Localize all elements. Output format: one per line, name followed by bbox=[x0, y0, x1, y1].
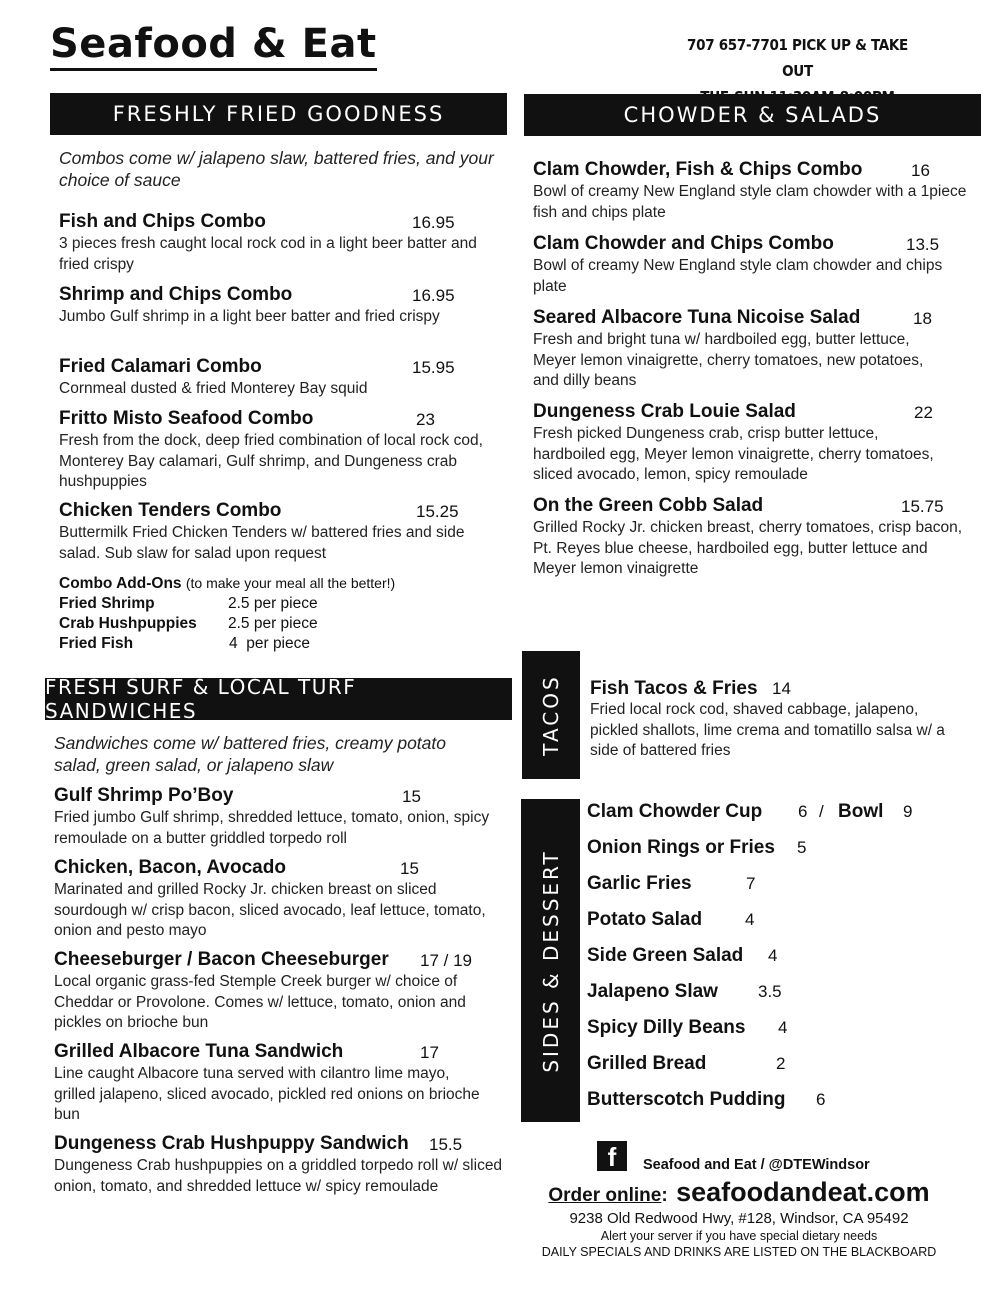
item-desc: Buttermilk Fried Chicken Tenders w/ battered fries and side salad. Sub slaw for salad upon request bbox=[59, 524, 465, 562]
order-colon: : bbox=[661, 1185, 668, 1206]
side-item bbox=[587, 872, 987, 896]
side-price: 4 bbox=[745, 910, 755, 929]
item-desc: Jumbo Gulf shrimp in a light beer batter and fried crispy bbox=[59, 308, 440, 325]
addon-row bbox=[59, 614, 499, 634]
addons-title: Combo Add-Ons bbox=[59, 575, 182, 592]
order-online bbox=[528, 1177, 950, 1208]
item-price: 16.95 bbox=[412, 286, 455, 305]
item-price: 15.75 bbox=[901, 497, 944, 516]
section-heading-tacos bbox=[522, 651, 580, 779]
side-item-chowder bbox=[587, 800, 987, 824]
item-name: Chicken, Bacon, Avocado bbox=[54, 857, 286, 878]
item-price: 15.5 bbox=[429, 1135, 463, 1154]
item-name: Cheeseburger / Bacon Cheeseburger bbox=[54, 949, 389, 970]
item-name: Gulf Shrimp Po’Boy bbox=[54, 785, 234, 806]
social-handle: Seafood and Eat / @DTEWindsor bbox=[643, 1157, 870, 1173]
menu-item bbox=[590, 677, 990, 762]
addons-note: (to make your meal all the better!) bbox=[185, 575, 396, 591]
facebook-icon[interactable]: f bbox=[597, 1141, 627, 1171]
item-desc: Dungeness Crab hushpuppies on a griddled torpedo roll w/ sliced onion, tomato, and shredded lettuce w/ spicy remoulade bbox=[54, 1157, 503, 1195]
side-item bbox=[587, 836, 987, 860]
addon-name: Fried Fish bbox=[59, 635, 134, 652]
item-desc: 3 pieces fresh caught local rock cod in a light beer batter and fried crispy bbox=[59, 235, 477, 273]
item-name: Fish Tacos & Fries bbox=[590, 678, 758, 699]
dietary-alert: Alert your server if you have special dietary needs bbox=[600, 1229, 878, 1243]
item-price: 17 bbox=[420, 1043, 439, 1062]
side-price: 4 bbox=[778, 1018, 788, 1037]
side-name: Onion Rings or Fries bbox=[587, 837, 775, 858]
side-price: 2 bbox=[776, 1054, 786, 1073]
item-name: Fried Calamari Combo bbox=[59, 356, 262, 377]
tacos-heading-text: TACOS bbox=[539, 674, 563, 756]
item-name: Chicken Tenders Combo bbox=[59, 500, 282, 521]
item-price: 15 bbox=[400, 859, 419, 878]
combo-addons bbox=[59, 573, 499, 654]
addon-price: 2.5 per piece bbox=[228, 615, 318, 632]
price-separator: / bbox=[819, 802, 824, 821]
addon-row bbox=[59, 634, 499, 654]
side-price: 3.5 bbox=[758, 982, 782, 1001]
item-name: Fish and Chips Combo bbox=[59, 211, 266, 232]
section-heading-fried: FRESHLY FRIED GOODNESS bbox=[50, 93, 507, 135]
item-desc: Fried local rock cod, shaved cabbage, jalapeno, pickled shallots, lime crema and tomatillo salsa w/ a side of battered fries bbox=[590, 701, 945, 759]
item-name: Shrimp and Chips Combo bbox=[59, 284, 293, 305]
section-heading-sides bbox=[521, 799, 580, 1122]
side-name: Butterscotch Pudding bbox=[587, 1089, 786, 1110]
side-price: 7 bbox=[746, 874, 756, 893]
side-price: 6 bbox=[798, 802, 808, 821]
item-price: 18 bbox=[913, 309, 932, 328]
addon-row bbox=[59, 594, 499, 614]
side-name: Garlic Fries bbox=[587, 873, 692, 894]
item-name: Grilled Albacore Tuna Sandwich bbox=[54, 1041, 344, 1062]
item-desc: Bowl of creamy New England style clam chowder with a 1piece fish and chips plate bbox=[533, 183, 967, 221]
side-price: 6 bbox=[816, 1090, 826, 1109]
phone-line: 707 657-7701 PICK UP & TAKE OUT bbox=[687, 36, 908, 80]
item-price: 15.95 bbox=[412, 358, 455, 377]
item-desc: Fresh from the dock, deep fried combination of local rock cod, Monterey Bay calamari, Gulf shrimp, and Dungeness crab hushpuppies bbox=[59, 432, 483, 490]
side-item bbox=[587, 1052, 987, 1076]
side-name: Bowl bbox=[838, 801, 884, 822]
item-price: 14 bbox=[771, 679, 791, 698]
item-name: Clam Chowder, Fish & Chips Combo bbox=[533, 159, 863, 180]
item-desc: Line caught Albacore tuna served with cilantro lime mayo, grilled jalapeno, sliced avocado, pickled red onions on brioche bun bbox=[54, 1065, 480, 1123]
item-price: 16 bbox=[911, 161, 930, 180]
item-desc: Grilled Rocky Jr. chicken breast, cherry tomatoes, crisp bacon, Pt. Reyes blue cheese, hardboiled egg, butter lettuce and Meyer lemon vinaigrette bbox=[533, 519, 962, 577]
item-name: On the Green Cobb Salad bbox=[533, 495, 764, 516]
item-price: 16.95 bbox=[412, 213, 455, 232]
item-desc: Fresh and bright tuna w/ hardboiled egg, butter lettuce, Meyer lemon vinaigrette, cherry tomatoes, new potatoes, and dilly beans bbox=[533, 331, 924, 389]
fried-intro: Combos come w/ jalapeno slaw, battered fries, and your choice of sauce bbox=[59, 148, 494, 190]
sandwiches-intro: Sandwiches come w/ battered fries, creamy potato salad, green salad, or jalapeno slaw bbox=[54, 733, 446, 775]
item-price: 15 bbox=[402, 787, 421, 806]
side-price: 9 bbox=[903, 802, 913, 821]
side-name: Clam Chowder Cup bbox=[587, 801, 763, 822]
side-item bbox=[587, 1016, 987, 1040]
side-item bbox=[587, 908, 987, 932]
side-item bbox=[587, 980, 987, 1004]
restaurant-logo: Seafood & Eat bbox=[50, 22, 377, 71]
side-item bbox=[587, 944, 987, 968]
side-name: Grilled Bread bbox=[587, 1053, 707, 1074]
side-name: Spicy Dilly Beans bbox=[587, 1017, 746, 1038]
item-name: Clam Chowder and Chips Combo bbox=[533, 233, 834, 254]
addon-name: Fried Shrimp bbox=[59, 595, 155, 612]
side-item bbox=[587, 1088, 987, 1112]
section-heading-chowder: CHOWDER & SALADS bbox=[524, 94, 981, 136]
item-name: Fritto Misto Seafood Combo bbox=[59, 408, 314, 429]
item-name: Dungeness Crab Hushpuppy Sandwich bbox=[54, 1133, 409, 1154]
section-heading-sandwiches: FRESH SURF & LOCAL TURF SANDWICHES bbox=[45, 678, 512, 720]
item-desc: Bowl of creamy New England style clam chowder and chips plate bbox=[533, 257, 943, 295]
specials-note: DAILY SPECIALS AND DRINKS ARE LISTED ON THE BLACKBOARD bbox=[541, 1245, 937, 1259]
item-price: 23 bbox=[416, 410, 435, 429]
item-desc: Fresh picked Dungeness crab, crisp butter lettuce, hardboiled egg, Meyer lemon vinaigrette, cherry tomatoes, sliced avocado, lemon, spicy remoulade bbox=[533, 425, 934, 483]
item-desc: Fried jumbo Gulf shrimp, shredded lettuce, tomato, onion, spicy remoulade on a butter griddled torpedo roll bbox=[54, 809, 490, 847]
side-name: Potato Salad bbox=[587, 909, 703, 930]
addon-name: Crab Hushpuppies bbox=[59, 615, 197, 632]
side-price: 5 bbox=[797, 838, 807, 857]
item-price: 17 / 19 bbox=[420, 951, 472, 970]
order-label: Order online bbox=[548, 1185, 662, 1206]
addon-price: 4 per piece bbox=[229, 635, 310, 652]
item-desc: Cornmeal dusted & fried Monterey Bay squid bbox=[59, 380, 368, 397]
side-name: Side Green Salad bbox=[587, 945, 744, 966]
addon-price: 2.5 per piece bbox=[228, 595, 318, 612]
side-name: Jalapeno Slaw bbox=[587, 981, 718, 1002]
item-desc: Local organic grass-fed Stemple Creek burger w/ choice of Cheddar or Provolone. Comes w/ lettuce, tomato, onion and pickles on brioche bun bbox=[54, 973, 466, 1031]
side-price: 4 bbox=[768, 946, 778, 965]
item-price: 13.5 bbox=[906, 235, 940, 254]
address: 9238 Old Redwood Hwy, #128, Windsor, CA 95492 bbox=[569, 1210, 909, 1227]
item-price: 15.25 bbox=[416, 502, 459, 521]
item-name: Dungeness Crab Louie Salad bbox=[533, 401, 796, 422]
item-price: 22 bbox=[914, 403, 933, 422]
item-desc: Marinated and grilled Rocky Jr. chicken breast on sliced sourdough w/ crisp bacon, sliced avocado, leaf lettuce, tomato, onion and pesto mayo bbox=[54, 881, 486, 939]
item-name: Seared Albacore Tuna Nicoise Salad bbox=[533, 307, 861, 328]
sides-heading-text: SIDES & DESSERT bbox=[538, 848, 563, 1073]
website-link[interactable]: seafoodandeat.com bbox=[676, 1177, 930, 1207]
